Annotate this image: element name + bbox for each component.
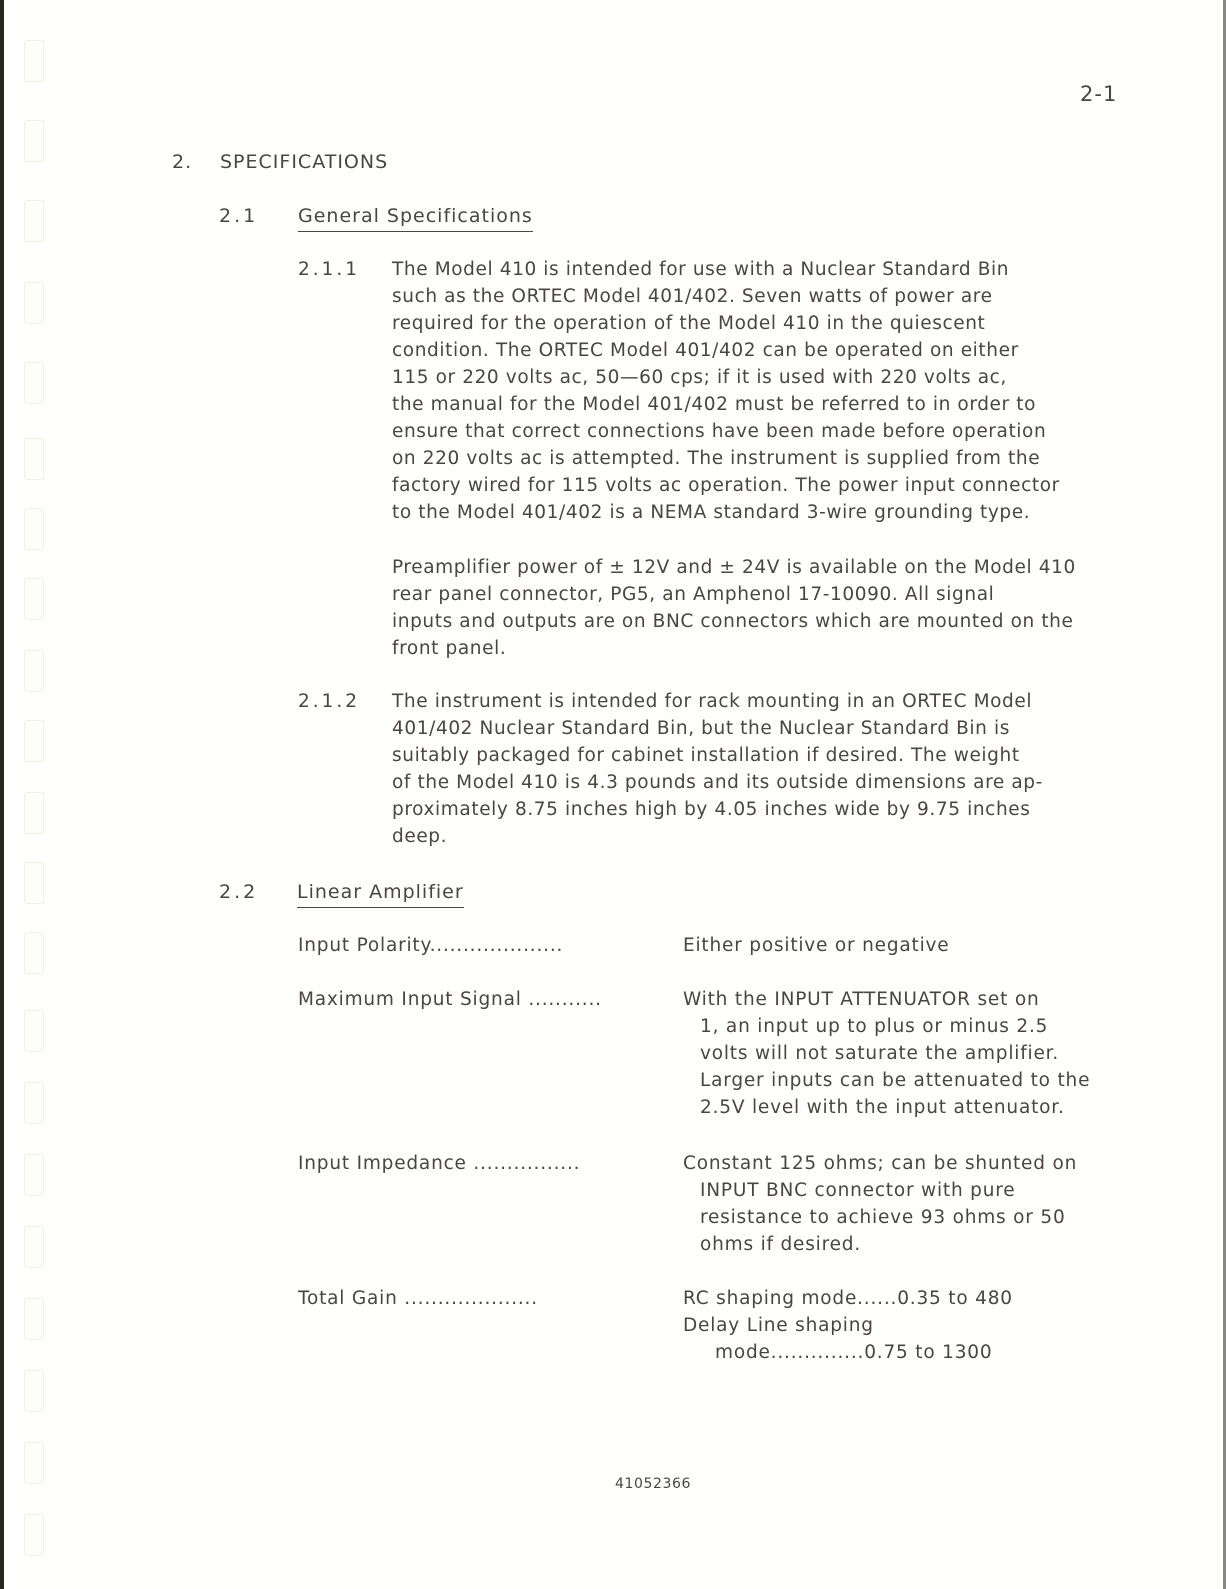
text-line: RC shaping mode......0.35 to 480	[683, 1288, 1013, 1309]
text-line: The instrument is intended for rack mounting in an ORTEC Model	[392, 691, 1033, 712]
text-line: front panel.	[392, 638, 507, 659]
text-line: required for the operation of the Model 410 in the quiescent	[392, 313, 986, 334]
text-line: such as the ORTEC Model 401/402. Seven watts of power are	[392, 286, 993, 307]
spec-value	[683, 1285, 1013, 1366]
text-line: suitably packaged for cabinet installation if desired. The weight	[392, 745, 1020, 766]
subsection-title: General Specifications	[298, 205, 533, 232]
text-line: mode..............0.75 to 1300	[715, 1342, 993, 1363]
punch-hole	[24, 200, 44, 242]
spec-value	[683, 986, 1090, 1121]
text-line: deep.	[392, 826, 448, 847]
punch-hole	[24, 1226, 44, 1268]
text-line: condition. The ORTEC Model 401/402 can be operated on either	[392, 340, 1019, 361]
text-line: Preamplifier power of ± 12V and ± 24V is available on the Model 410	[392, 557, 1076, 578]
subsection-number: 2.1	[219, 205, 259, 227]
item-paragraph	[392, 554, 1076, 662]
punch-hole	[24, 1298, 44, 1340]
punch-hole	[24, 40, 44, 82]
text-line: 1, an input up to plus or minus 2.5	[700, 1016, 1049, 1037]
text-line: rear panel connector, PG5, an Amphenol 17-10090. All signal	[392, 584, 995, 605]
text-line: factory wired for 115 volts ac operation. The power input connector	[392, 475, 1060, 496]
text-line: The Model 410 is intended for use with a Nuclear Standard Bin	[392, 259, 1010, 280]
punch-hole	[24, 650, 44, 692]
text-line: 115 or 220 volts ac, 50—60 cps; if it is used with 220 volts ac,	[392, 367, 1007, 388]
punch-hole	[24, 438, 44, 480]
text-line: 2.5V level with the input attenuator.	[700, 1097, 1065, 1118]
punch-hole	[24, 932, 44, 974]
subsection-number: 2.2	[219, 881, 259, 903]
text-line: resistance to achieve 93 ohms or 50	[700, 1207, 1066, 1228]
text-line: Either positive or negative	[683, 935, 950, 956]
punch-hole	[24, 720, 44, 762]
item-number: 2.1.1	[298, 259, 361, 280]
text-line: the manual for the Model 401/402 must be referred to in order to	[392, 394, 1036, 415]
text-line: proximately 8.75 inches high by 4.05 inches wide by 9.75 inches	[392, 799, 1031, 820]
text-line: to the Model 401/402 is a NEMA standard 3-wire grounding type.	[392, 502, 1031, 523]
subsection-title: Linear Amplifier	[297, 881, 464, 908]
text-line: INPUT BNC connector with pure	[700, 1180, 1016, 1201]
punch-hole	[24, 1514, 44, 1556]
spec-value	[683, 1150, 1077, 1258]
text-line: ensure that correct connections have been made before operation	[392, 421, 1047, 442]
punch-hole	[24, 282, 44, 324]
punch-hole	[24, 792, 44, 834]
text-line: volts will not saturate the amplifier.	[700, 1043, 1060, 1064]
punch-hole	[24, 1370, 44, 1412]
document-code: 41052366	[615, 1476, 692, 1492]
punch-hole	[24, 862, 44, 904]
punch-hole	[24, 508, 44, 550]
scan-edge-left	[0, 0, 4, 1589]
spec-label: Maximum Input Signal ...........	[298, 989, 602, 1010]
spec-label: Input Polarity....................	[298, 935, 564, 956]
punch-hole	[24, 1010, 44, 1052]
punch-hole	[24, 362, 44, 404]
text-line: inputs and outputs are on BNC connectors which are mounted on the	[392, 611, 1074, 632]
text-line: Delay Line shaping	[683, 1315, 874, 1336]
text-line: Larger inputs can be attenuated to the	[700, 1070, 1091, 1091]
section-number: 2.	[172, 151, 193, 173]
punch-hole	[24, 1442, 44, 1484]
section-title: SPECIFICATIONS	[220, 151, 389, 173]
text-line: of the Model 410 is 4.3 pounds and its outside dimensions are ap-	[392, 772, 1043, 793]
item-paragraph	[392, 688, 1043, 850]
punch-hole	[24, 578, 44, 620]
text-line: on 220 volts ac is attempted. The instrument is supplied from the	[392, 448, 1041, 469]
text-line: Constant 125 ohms; can be shunted on	[683, 1153, 1078, 1174]
punch-hole	[24, 1082, 44, 1124]
page-number: 2-1	[1080, 82, 1118, 106]
punch-hole	[24, 1154, 44, 1196]
text-line: 401/402 Nuclear Standard Bin, but the Nuclear Standard Bin is	[392, 718, 1010, 739]
spec-value	[683, 932, 949, 959]
spec-label: Input Impedance ................	[298, 1153, 581, 1174]
item-number: 2.1.2	[298, 691, 361, 712]
punch-hole	[24, 120, 44, 162]
text-line: ohms if desired.	[700, 1234, 862, 1255]
spec-label: Total Gain ....................	[298, 1288, 538, 1309]
text-line: With the INPUT ATTENUATOR set on	[683, 989, 1040, 1010]
item-paragraph	[392, 256, 1060, 526]
